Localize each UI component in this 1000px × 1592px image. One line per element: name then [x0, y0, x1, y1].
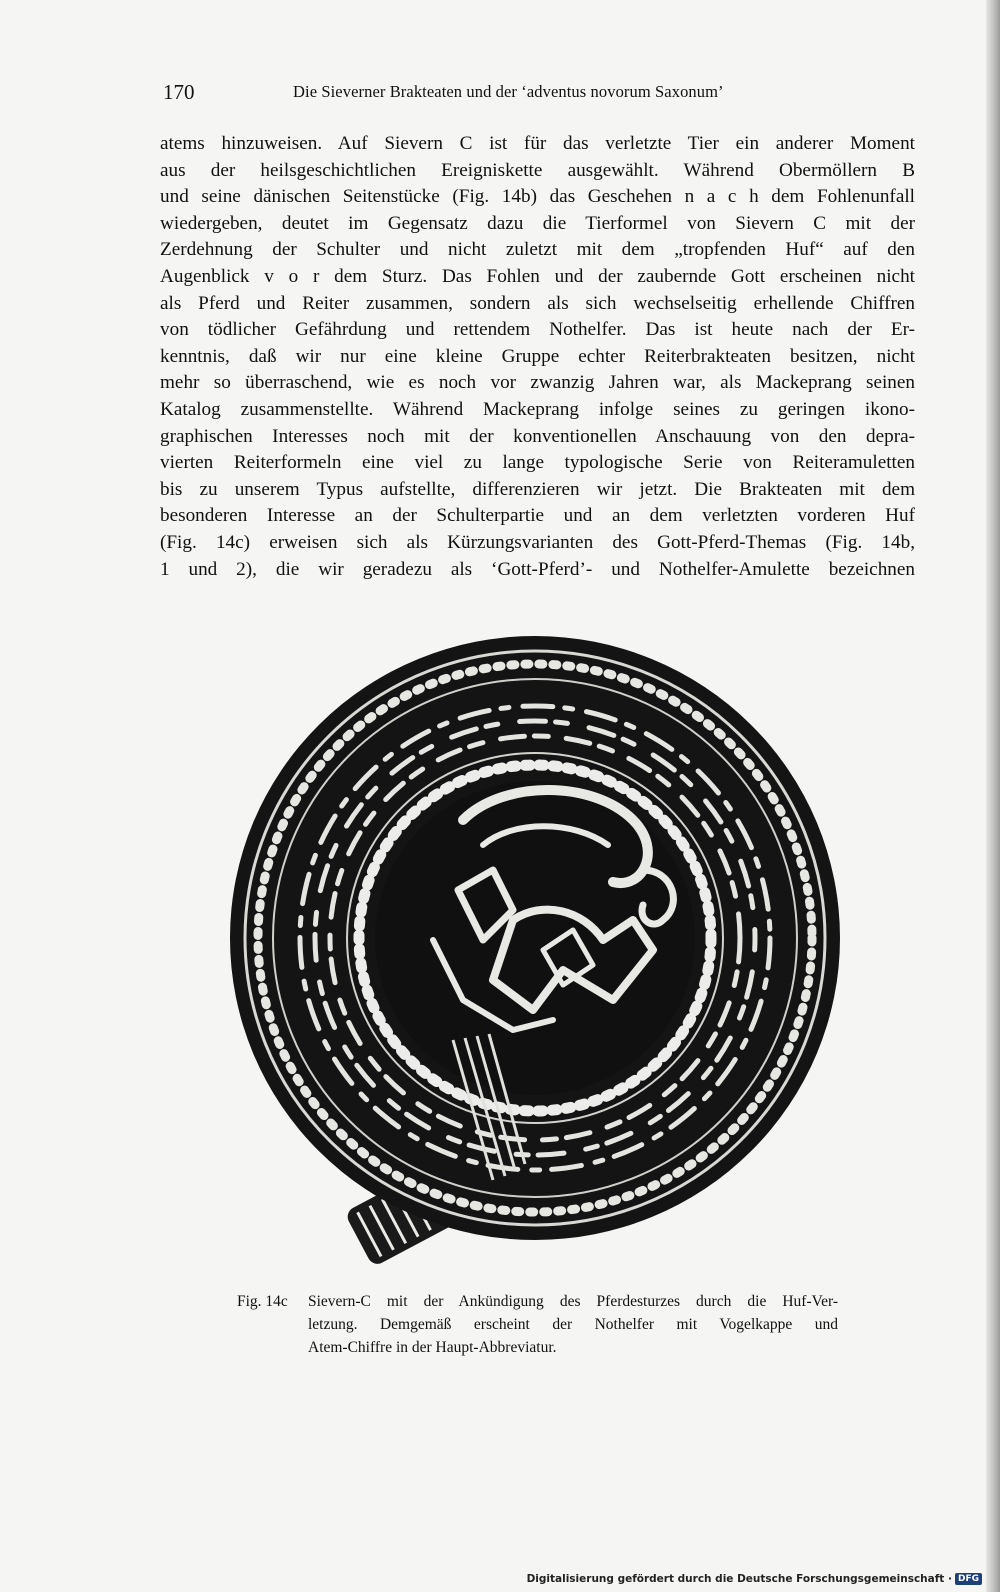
- page-header: [0, 80, 1000, 110]
- bracteate-illustration: [213, 620, 853, 1270]
- text-line: und seine dänischen Seitenstücke (Fig. 14b) das Geschehen n a c h dem Fohlenunfall: [160, 186, 915, 208]
- digitization-footer: [527, 1570, 982, 1588]
- text-line: mehr so überraschend, wie es noch vor zwanzig Jahren war, als Mackeprang seinen: [160, 372, 915, 394]
- text-line: besonderen Interesse an der Schulterpartie und an dem verletzten vorderen Huf: [160, 505, 915, 527]
- footer-text: Digitalisierung gefördert durch die Deutsche Forschungsgemeinschaft ·: [526, 1573, 952, 1585]
- text-line: Zerdehnung der Schulter und nicht zuletzt mit dem „tropfenden Huf“ auf den: [160, 239, 915, 261]
- caption-line: Sievern-C mit der Ankündigung des Pferdesturzes durch die Huf-Ver-: [308, 1293, 838, 1310]
- caption-text: [308, 1290, 838, 1359]
- text-line: atems hinzuweisen. Auf Sievern C ist für das verletzte Tier ein anderer Moment: [160, 133, 915, 154]
- text-line: von tödlicher Gefährdung und rettendem Nothelfer. Das ist heute nach der Er-: [160, 319, 915, 341]
- dfg-logo: DFG: [955, 1573, 982, 1585]
- text-line: wiedergeben, deutet im Gegensatz dazu die Tierformel von Sievern C mit der: [160, 212, 915, 234]
- page-number: 170: [163, 80, 195, 104]
- text-line: 1 und 2), die wir geradezu als ‘Gott-Pferd’- und Nothelfer-Amulette bezeichnen: [160, 558, 915, 580]
- text-line: kenntnis, daß wir nur eine kleine Gruppe echter Reiterbrakteaten besitzen, nicht: [160, 345, 915, 367]
- page-edge-shadow: [986, 0, 1000, 1592]
- body-paragraph: [160, 131, 915, 583]
- text-line: bis zu unserem Typus aufstellte, differenzieren wir jetzt. Die Brakteaten mit dem: [160, 478, 915, 500]
- text-line: (Fig. 14c) erweisen sich als Kürzungsvarianten des Gott-Pferd-Themas (Fig. 14b,: [160, 531, 915, 553]
- text-line: vierten Reiterformeln eine viel zu lange typologische Serie von Reiteramuletten: [160, 452, 915, 474]
- caption-line: Atem-Chiffre in der Haupt-Abbreviatur.: [308, 1339, 557, 1356]
- text-line: graphischen Interesses noch mit der konventionellen Anschauung von den depra-: [160, 425, 915, 447]
- text-line: aus der heilsgeschichtlichen Ereigniskette ausgewählt. Während Obermöllern B: [160, 159, 915, 181]
- running-title: Die Sieverner Brakteaten und der ‘adventus novorum Saxonum’: [293, 82, 724, 101]
- caption-label: Fig. 14c: [237, 1293, 288, 1310]
- text-line: Katalog zusammenstellte. Während Mackeprang infolge seines zu geringen ikono-: [160, 398, 915, 420]
- caption-line: letzung. Demgemäß erscheint der Nothelfer mit Vogelkappe und: [308, 1316, 838, 1333]
- text-line: Augenblick v o r dem Sturz. Das Fohlen und der zaubernde Gott erscheinen nicht: [160, 265, 915, 287]
- text-line: als Pferd und Reiter zusammen, sondern als sich wechselseitig erhellende Chiffren: [160, 292, 915, 314]
